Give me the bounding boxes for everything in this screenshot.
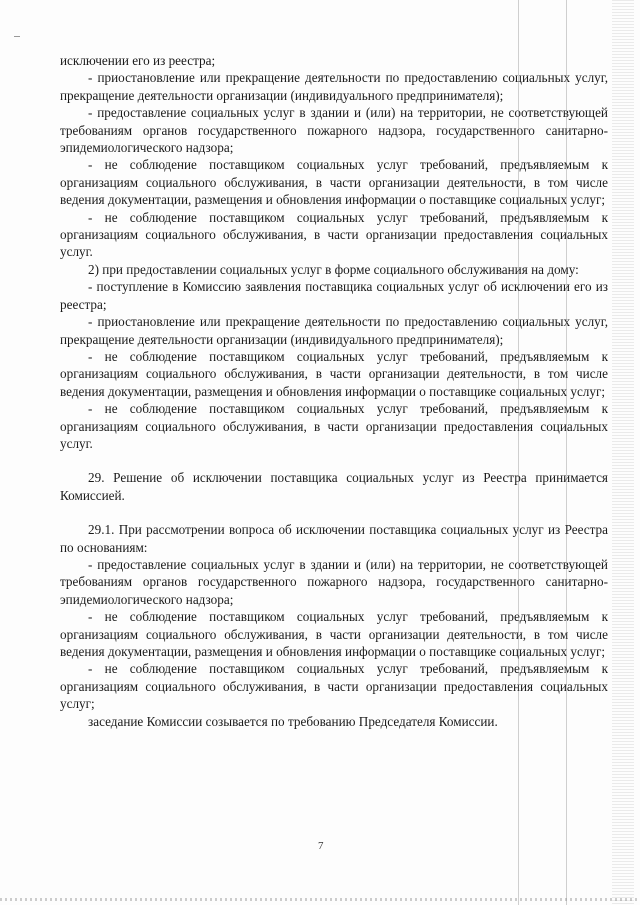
scan-edge-artifact [612,0,634,905]
document-body [60,52,608,730]
scan-vertical-line [518,0,519,905]
paragraph: 29.1. При рассмотрении вопроса об исключении поставщика социальных услуг из Реестра по основаниям: [60,522,608,555]
paragraph: - не соблюдение поставщиком социальных услуг требований, предъявляемым к организациям социального обслуживания, в части организации предоставления социальных услуг; [60,661,608,712]
paragraph: - приостановление или прекращение деятельности по предоставлению социальных услуг, прекращение деятельности организации (индивидуального предпринимателя); [60,70,608,103]
scan-bottom-artifact [0,898,640,901]
paragraph-spacer [60,504,608,521]
paragraph: 29. Решение об исключении поставщика социальных услуг из Реестра принимается Комиссией. [60,470,608,503]
paragraph: - не соблюдение поставщиком социальных услуг требований, предъявляемым к организациям социального обслуживания, в части организации деятельности, в том числе ведения документации, размещения и обновления информации о поставщике социальных услуг; [60,157,608,208]
paragraph: 2) при предоставлении социальных услуг в форме социального обслуживания на дому: [88,261,579,277]
paragraph: - не соблюдение поставщиком социальных услуг требований, предъявляемым к организациям социального обслуживания, в части организации предоставления социальных услуг. [60,209,608,260]
paragraph: - предоставление социальных услуг в здании и (или) на территории, не соответствующей требованиям органов государственного пожарного надзора, государственного санитарно-эпидемиологического надзора; [60,105,608,156]
paragraph: - предоставление социальных услуг в здании и (или) на территории, не соответствующей требованиям органов государственного пожарного надзора, государственного санитарно-эпидемиологического надзора; [60,556,608,607]
paragraph: - не соблюдение поставщиком социальных услуг требований, предъявляемым к организациям социального обслуживания, в части организации деятельности, в том числе ведения документации, размещения и обновления информации о поставщике социальных услуг; [60,609,608,659]
paragraph: - поступление в Комиссию заявления поставщика социальных услуг об исключении его из реестра; [60,279,608,312]
paragraph: заседание Комиссии созывается по требованию Председателя Комиссии. [88,713,498,729]
paragraph-spacer [60,452,608,469]
paragraph: - не соблюдение поставщиком социальных услуг требований, предъявляемым к организациям социального обслуживания, в части организации деятельности, в том числе ведения документации, размещения и обновления информации о поставщике социальных услуг; [60,348,608,399]
scan-vertical-line [566,0,567,905]
paragraph: - не соблюдение поставщиком социальных услуг требований, предъявляемым к организациям социального обслуживания, в части организации предоставления социальных услуг. [60,401,608,451]
paragraph: - приостановление или прекращение деятельности по предоставлению социальных услуг, прекращение деятельности организации (индивидуального предпринимателя); [60,314,608,347]
paragraph: исключении его из реестра; [60,53,216,68]
scan-margin-mark [14,36,20,37]
page-number: 7 [318,840,324,852]
